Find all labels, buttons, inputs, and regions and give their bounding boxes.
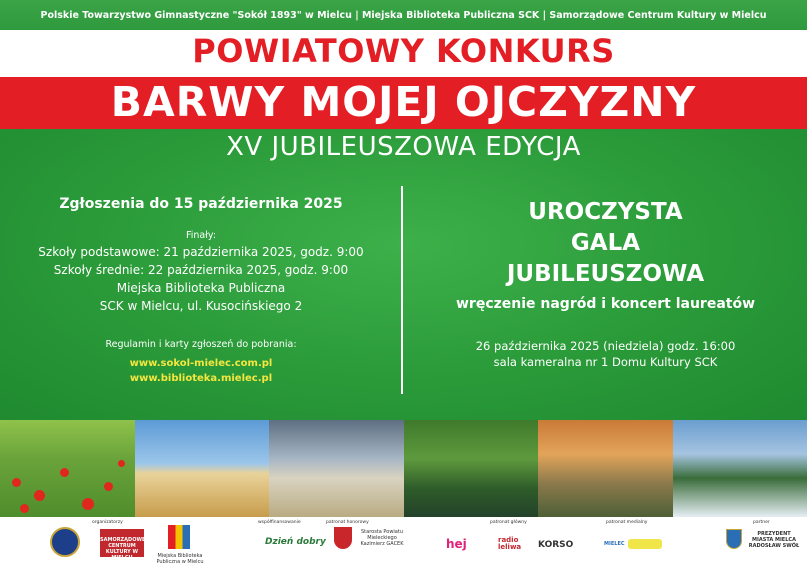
- misty-sunrise-photo: [538, 420, 673, 517]
- venue-line-1: Miejska Biblioteka Publiczna: [116, 281, 286, 295]
- gala-line-1: UROCZYSTA: [528, 199, 683, 225]
- left-column: [0, 196, 402, 386]
- poppy-field-photo: [0, 420, 135, 517]
- gala-line-2: GALA: [570, 230, 641, 256]
- gala-subtitle: wręczenie nagród i koncert laureatów: [455, 296, 756, 312]
- mielec-logo: MIELEC: [604, 541, 625, 547]
- venue-line-2: SCK w Mielcu, ul. Kusocińskiego 2: [99, 299, 303, 313]
- main-patron-label: patronat główny: [490, 520, 527, 525]
- rules-text: Regulamin i karty zgłoszeń do pobrania:: [105, 339, 297, 350]
- radio-leliwa-logo: radio leliwa: [498, 536, 522, 551]
- library-link[interactable]: www.biblioteka.mielec.pl: [129, 373, 273, 384]
- organizers-bar: Polskie Towarzystwo Gimnastyczne "Sokół 1893" w Mielcu | Miejska Biblioteka Publiczna SCK | Samorządowe Centrum Kultury w Mielcu: [0, 0, 807, 30]
- secondary-schools-date: Szkoły średnie: 22 października 2025, godz. 9:00: [53, 263, 349, 277]
- korso-logo: KORSO: [538, 540, 574, 550]
- sokol-link[interactable]: www.sokol-mielec.com.pl: [129, 358, 273, 369]
- dzien-dobry-logo: Dzień dobry: [265, 537, 326, 547]
- wheat-field-photo: [135, 420, 270, 517]
- deadline-text: Zgłoszenia do 15 października 2025: [59, 196, 343, 212]
- dunes-photo: [269, 420, 404, 517]
- honorary-label: patronat honorowy: [326, 520, 369, 525]
- partner-label: partner: [753, 520, 770, 525]
- contest-title: POWIATOWY KONKURS: [192, 32, 615, 70]
- starosta-text: Starosta Powiatu Mieleckiego Kazimierz GACEK: [360, 529, 404, 547]
- main-title: BARWY MOJEJ OJCZYZNY: [110, 78, 697, 126]
- primary-schools-date: Szkoły podstawowe: 21 października 2025, godz. 9:00: [38, 245, 364, 259]
- mielec-crest-icon: [726, 529, 742, 549]
- cofinancing-label: współfinansowanie: [258, 520, 301, 525]
- forest-lake-photo: [404, 420, 539, 517]
- photo-strip: [0, 420, 807, 517]
- logos-bar: [0, 517, 807, 571]
- prezydent-text: PREZYDENT MIASTA MIELCA RADOSŁAW SWÓŁ: [748, 531, 800, 549]
- winter-stream-photo: [673, 420, 807, 517]
- library-logo-icon: [168, 525, 190, 549]
- sck-logo: SAMORZĄDOWE CENTRUM KULTURY W MIELCU: [100, 529, 144, 557]
- media-patron-label: patronat medialny: [606, 520, 648, 525]
- gala-date: 26 października 2025 (niedziela) godz. 16:00: [475, 339, 736, 353]
- edition-title: XV JUBILEUSZOWA EDYCJA: [226, 132, 581, 162]
- gala-line-3: JUBILEUSZOWA: [506, 261, 705, 287]
- organizers-label: organizatorzy: [92, 520, 123, 525]
- right-column: [404, 197, 807, 370]
- sokol-emblem-icon: [50, 527, 80, 557]
- library-logo-text: Miejska Biblioteka Publiczna w Mielcu: [156, 553, 204, 565]
- media-patron-logo-icon: [628, 539, 662, 549]
- county-crest-icon: [334, 527, 352, 549]
- gala-place: sala kameralna nr 1 Domu Kultury SCK: [493, 355, 718, 369]
- finals-label: Finały:: [185, 230, 217, 241]
- hej-logo: hej: [446, 537, 467, 551]
